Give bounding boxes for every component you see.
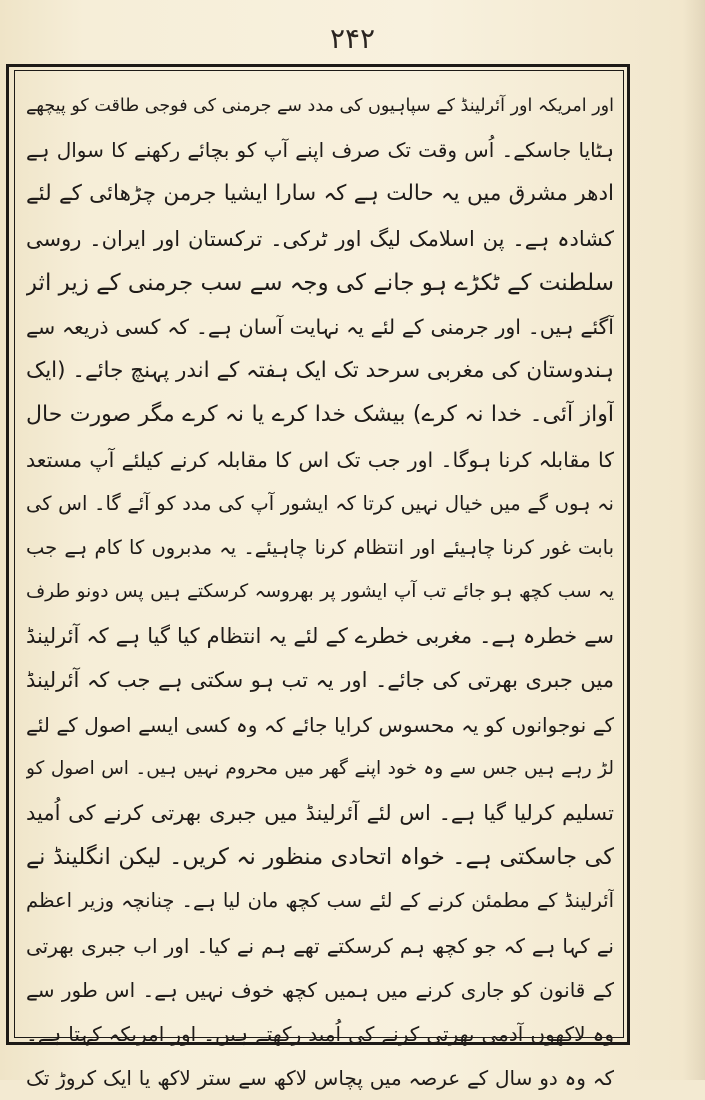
text-line: آگئے ہیں۔ اور جرمنی کے لئے یہ نہایت آسان ہے۔ کہ کسی ذریعہ سے <box>26 314 614 339</box>
text-line: تسلیم کرلیا گیا ہے۔ اس لئے آئرلینڈ میں جبری بھرتی کرنے کی اُمید <box>26 801 614 825</box>
text-line: میں جبری بھرتی کی جائے۔ اور یہ تب ہو سکتی ہے جب کہ آئرلینڈ <box>26 668 614 693</box>
text-line: ہٹایا جاسکے۔ اُس وقت تک صرف اپنے آپ کو بچائے رکھنے کا سوال ہے <box>26 138 614 163</box>
text-line: وہ لاکھوں آدمی بھرتی کرنے کی اُمید رکھتے ہیں۔ اور امریکہ کہتا ہے۔ <box>26 1021 614 1046</box>
text-line: آواز آئی۔ خدا نہ کرے) بیشک خدا کرے یا نہ کرے مگر صورت حال <box>26 402 614 428</box>
text-line: آئرلینڈ کے مطمئن کرنے کے لئے سب کچھ مان لیا ہے۔ چنانچہ وزیر اعظم <box>26 889 614 913</box>
text-line: سلطنت کے ٹکڑے ہو جانے کی وجہ سے سب جرمنی کے زیر اثر <box>26 269 614 296</box>
text-line: کے نوجوانوں کو یہ محسوس کرایا جائے کہ وہ کسی ایسے اصول کے لئے <box>26 712 614 737</box>
text-line: اور امریکہ اور آئرلینڈ کے سپاہیوں کی مدد سے جرمنی کی فوجی طاقت کو پیچھے <box>26 96 614 116</box>
text-line: ادھر مشرق میں یہ حالت ہے کہ سارا ایشیا جرمن چڑھائی کے لئے <box>26 181 614 207</box>
text-line: نہ ہوں گے میں خیال نہیں کرتا کہ ایشور آپ کی مدد کو آئے گا۔ اس کی <box>26 491 614 515</box>
page-edge-shadow <box>683 0 705 1080</box>
text-line: کہ وہ دو سال کے عرصہ میں پچاس لاکھ سے ستر لاکھ یا ایک کروڑ تک <box>26 1066 614 1091</box>
text-line: نے کہا ہے کہ جو کچھ ہم کرسکتے تھے ہم نے کیا۔ اور اب جبری بھرتی <box>26 933 614 958</box>
text-line: کشادہ ہے۔ پن اسلامک لیگ اور ٹرکی۔ ترکستان اور ایران۔ روسی <box>26 226 614 251</box>
text-line: لڑ رہے ہیں جس سے وہ خود اپنے گھر میں محروم نہیں ہیں۔ اس اصول کو <box>26 757 614 779</box>
page-number: ۲۴۲ <box>329 22 376 55</box>
text-line: یہ سب کچھ ہو جائے تب آپ ایشور پر بھروسہ کرسکتے ہیں پس دونو طرف <box>26 581 614 603</box>
text-line: کی جاسکتی ہے۔ خواہ اتحادی منظور نہ کریں۔ لیکن انگلینڈ نے <box>26 844 614 871</box>
text-line: کے قانون کو جاری کرنے میں ہمیں کچھ خوف نہیں ہے۔ اس طور سے <box>26 977 614 1002</box>
text-line: کا مقابلہ کرنا ہوگا۔ اور جب تک اس کا مقابلہ کرنے کیلئے آپ مستعد <box>26 447 614 472</box>
text-line: ہندوستان کی مغربی سرحد تک ایک ہفتہ کے اندر پہنچ جائے۔ (ایک <box>26 358 614 384</box>
urdu-text-block <box>26 84 614 1091</box>
text-line: سے خطرہ ہے۔ مغربی خطرے کے لئے یہ انتظام کیا گیا ہے کہ آئرلینڈ <box>26 624 614 649</box>
text-line: بابت غور کرنا چاہیئے اور انتظام کرنا چاہیئے۔ یہ مدبروں کا کام ہے جب <box>26 535 614 559</box>
